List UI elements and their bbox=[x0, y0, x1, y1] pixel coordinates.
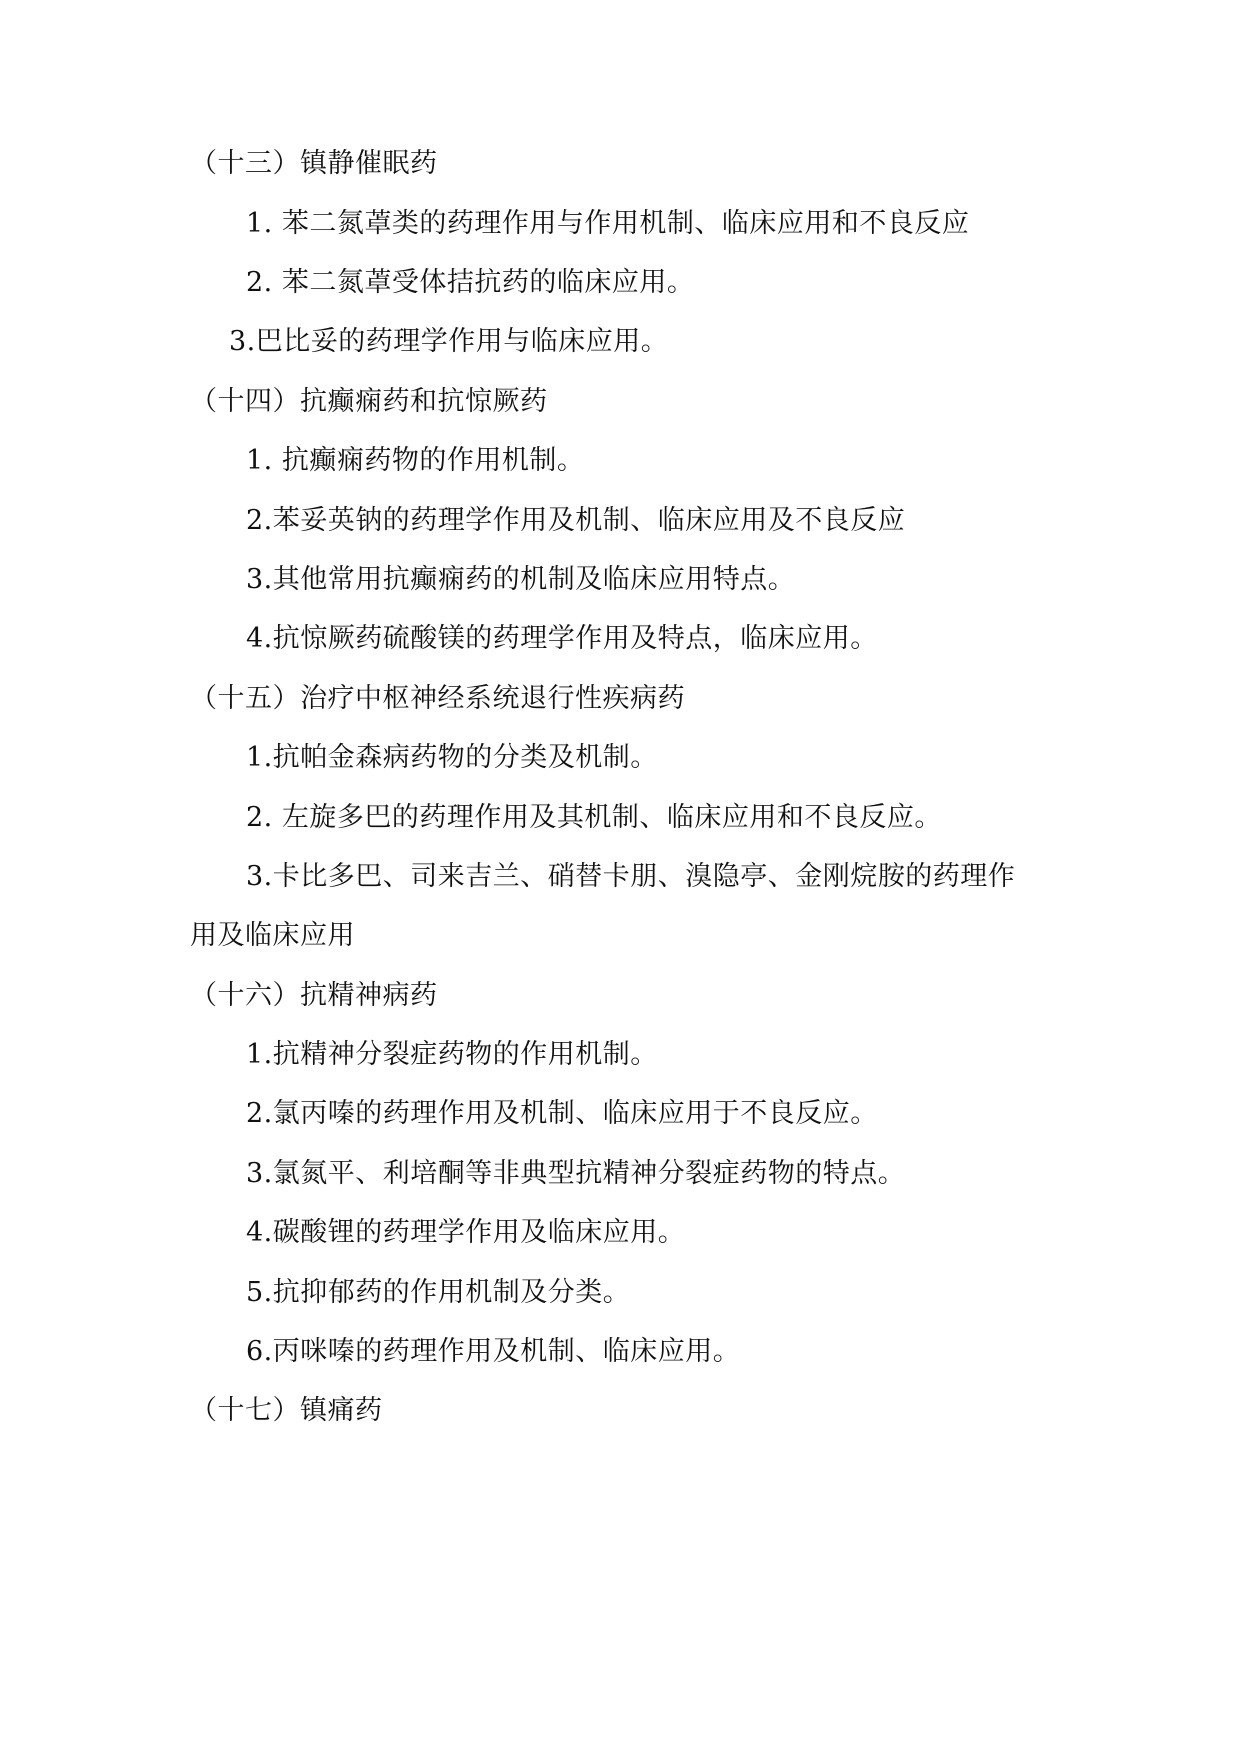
list-item: 5.抗抑郁药的作用机制及分类。 bbox=[246, 1277, 631, 1308]
list-item: 4.抗惊厥药硫酸镁的药理学作用及特点，临床应用。 bbox=[246, 623, 878, 654]
section-heading-17: （十七）镇痛药 bbox=[190, 1395, 383, 1426]
list-item: 3.氯氮平、利培酮等非典型抗精神分裂症药物的特点。 bbox=[246, 1158, 906, 1189]
list-item: 1. 抗癫痫药物的作用机制。 bbox=[246, 445, 585, 476]
list-item: 1.抗精神分裂症药物的作用机制。 bbox=[246, 1039, 658, 1070]
list-item: 3.巴比妥的药理学作用与临床应用。 bbox=[229, 326, 669, 357]
list-item: 1.抗帕金森病药物的分类及机制。 bbox=[246, 742, 658, 773]
section-heading-15: （十五）治疗中枢神经系统退行性疾病药 bbox=[190, 683, 685, 714]
section-heading-14: （十四）抗癫痫药和抗惊厥药 bbox=[190, 386, 548, 417]
list-item: 6.丙咪嗪的药理作用及机制、临床应用。 bbox=[246, 1336, 741, 1367]
list-item: 1. 苯二氮䓬类的药理作用与作用机制、临床应用和不良反应 bbox=[246, 208, 970, 239]
list-item: 2. 左旋多巴的药理作用及其机制、临床应用和不良反应。 bbox=[246, 802, 942, 833]
list-item: 3.卡比多巴、司来吉兰、硝替卡朋、溴隐亭、金刚烷胺的药理作 bbox=[246, 861, 1016, 892]
section-heading-13: （十三）镇静催眠药 bbox=[190, 148, 438, 179]
list-item-continuation: 用及临床应用 bbox=[190, 920, 355, 951]
list-item: 3.其他常用抗癫痫药的机制及临床应用特点。 bbox=[246, 564, 796, 595]
list-item: 2. 苯二氮䓬受体拮抗药的临床应用。 bbox=[246, 267, 695, 298]
list-item: 4.碳酸锂的药理学作用及临床应用。 bbox=[246, 1217, 686, 1248]
list-item: 2.氯丙嗪的药理作用及机制、临床应用于不良反应。 bbox=[246, 1098, 878, 1129]
list-item: 2.苯妥英钠的药理学作用及机制、临床应用及不良反应 bbox=[246, 505, 906, 536]
section-heading-16: （十六）抗精神病药 bbox=[190, 980, 438, 1011]
